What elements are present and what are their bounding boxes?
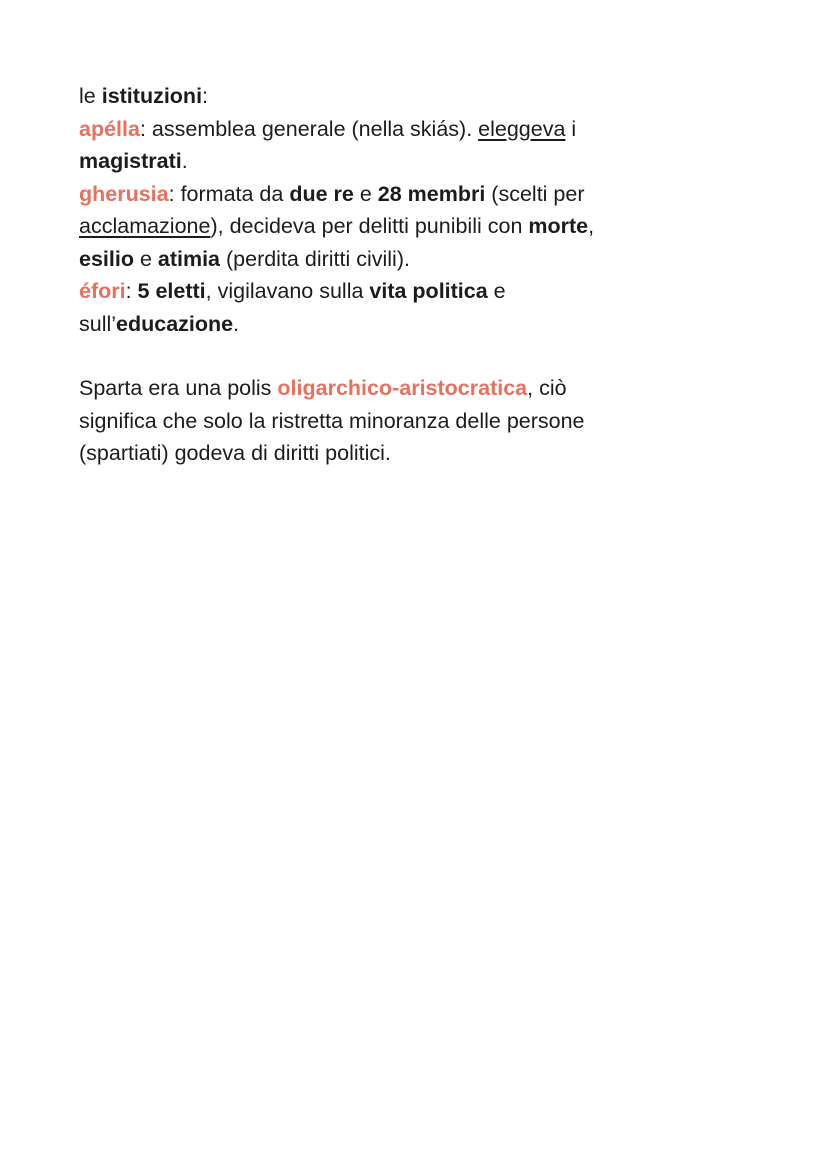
apella-description-end: i — [565, 116, 577, 141]
decideva-text: ), decideva per delitti punibili con — [210, 214, 529, 238]
apella-description: : assemblea generale (nella skiás). — [139, 116, 479, 141]
colon: : — [125, 279, 138, 303]
conjunction: e — [487, 279, 506, 303]
esilio-line — [79, 243, 759, 276]
period: . — [181, 149, 188, 173]
comma: , — [588, 214, 595, 238]
gherusia-term: gherusia — [79, 181, 169, 206]
apella-term: apélla — [79, 116, 140, 141]
esilio-bold: esilio — [79, 246, 134, 271]
sparta-text: Sparta era una polis — [79, 376, 278, 400]
colon: : — [202, 84, 209, 108]
institutions-heading: istituzioni — [101, 84, 203, 108]
efori-description: , vigilavano sulla — [205, 279, 370, 303]
due-re-bold: due re — [289, 181, 354, 206]
conjunction: e — [353, 181, 378, 206]
magistrati-line — [79, 145, 759, 178]
magistrati-bold: magistrati — [79, 149, 182, 173]
conjunction: e — [133, 246, 158, 271]
acclamazione-underlined: acclamazione — [79, 214, 211, 238]
vita-politica-bold: vita politica — [369, 279, 488, 303]
eletti-bold: 5 eletti — [137, 279, 206, 303]
paragraph-gap — [79, 340, 759, 372]
efori-line — [79, 275, 759, 308]
gherusia-line — [79, 178, 759, 211]
oligarchico-aristocratica-term: oligarchico-aristocratica — [277, 376, 528, 400]
acclamazione-line — [79, 210, 759, 243]
atimia-explanation: (perdita diritti civili). — [220, 246, 410, 271]
educazione-line — [79, 308, 759, 341]
gherusia-description: : formata da — [168, 181, 290, 206]
sparta-text-cont: , ciò — [527, 376, 567, 400]
intro-text: le — [79, 84, 102, 108]
sull-text: sull’ — [79, 311, 117, 336]
gherusia-description-cont: (scelti per — [485, 181, 585, 206]
intro-line — [79, 80, 759, 113]
morte-bold: morte — [528, 214, 589, 238]
institutions-section — [79, 80, 759, 340]
sparta-paragraph — [79, 372, 759, 470]
atimia-bold: atimia — [157, 246, 221, 271]
membri-bold: 28 membri — [377, 181, 486, 206]
apella-line — [79, 113, 759, 146]
sparta-line-1 — [79, 372, 759, 405]
sparta-line-2: significa che solo la ristretta minoranza delle persone — [79, 408, 585, 433]
efori-term: éfori — [79, 279, 126, 303]
period: . — [233, 311, 240, 336]
document-page — [79, 80, 759, 470]
educazione-bold: educazione — [116, 311, 234, 336]
sparta-line-3: (spartiati) godeva di diritti politici. — [79, 441, 391, 465]
eleggeva-underlined: eleggeva — [478, 116, 566, 141]
